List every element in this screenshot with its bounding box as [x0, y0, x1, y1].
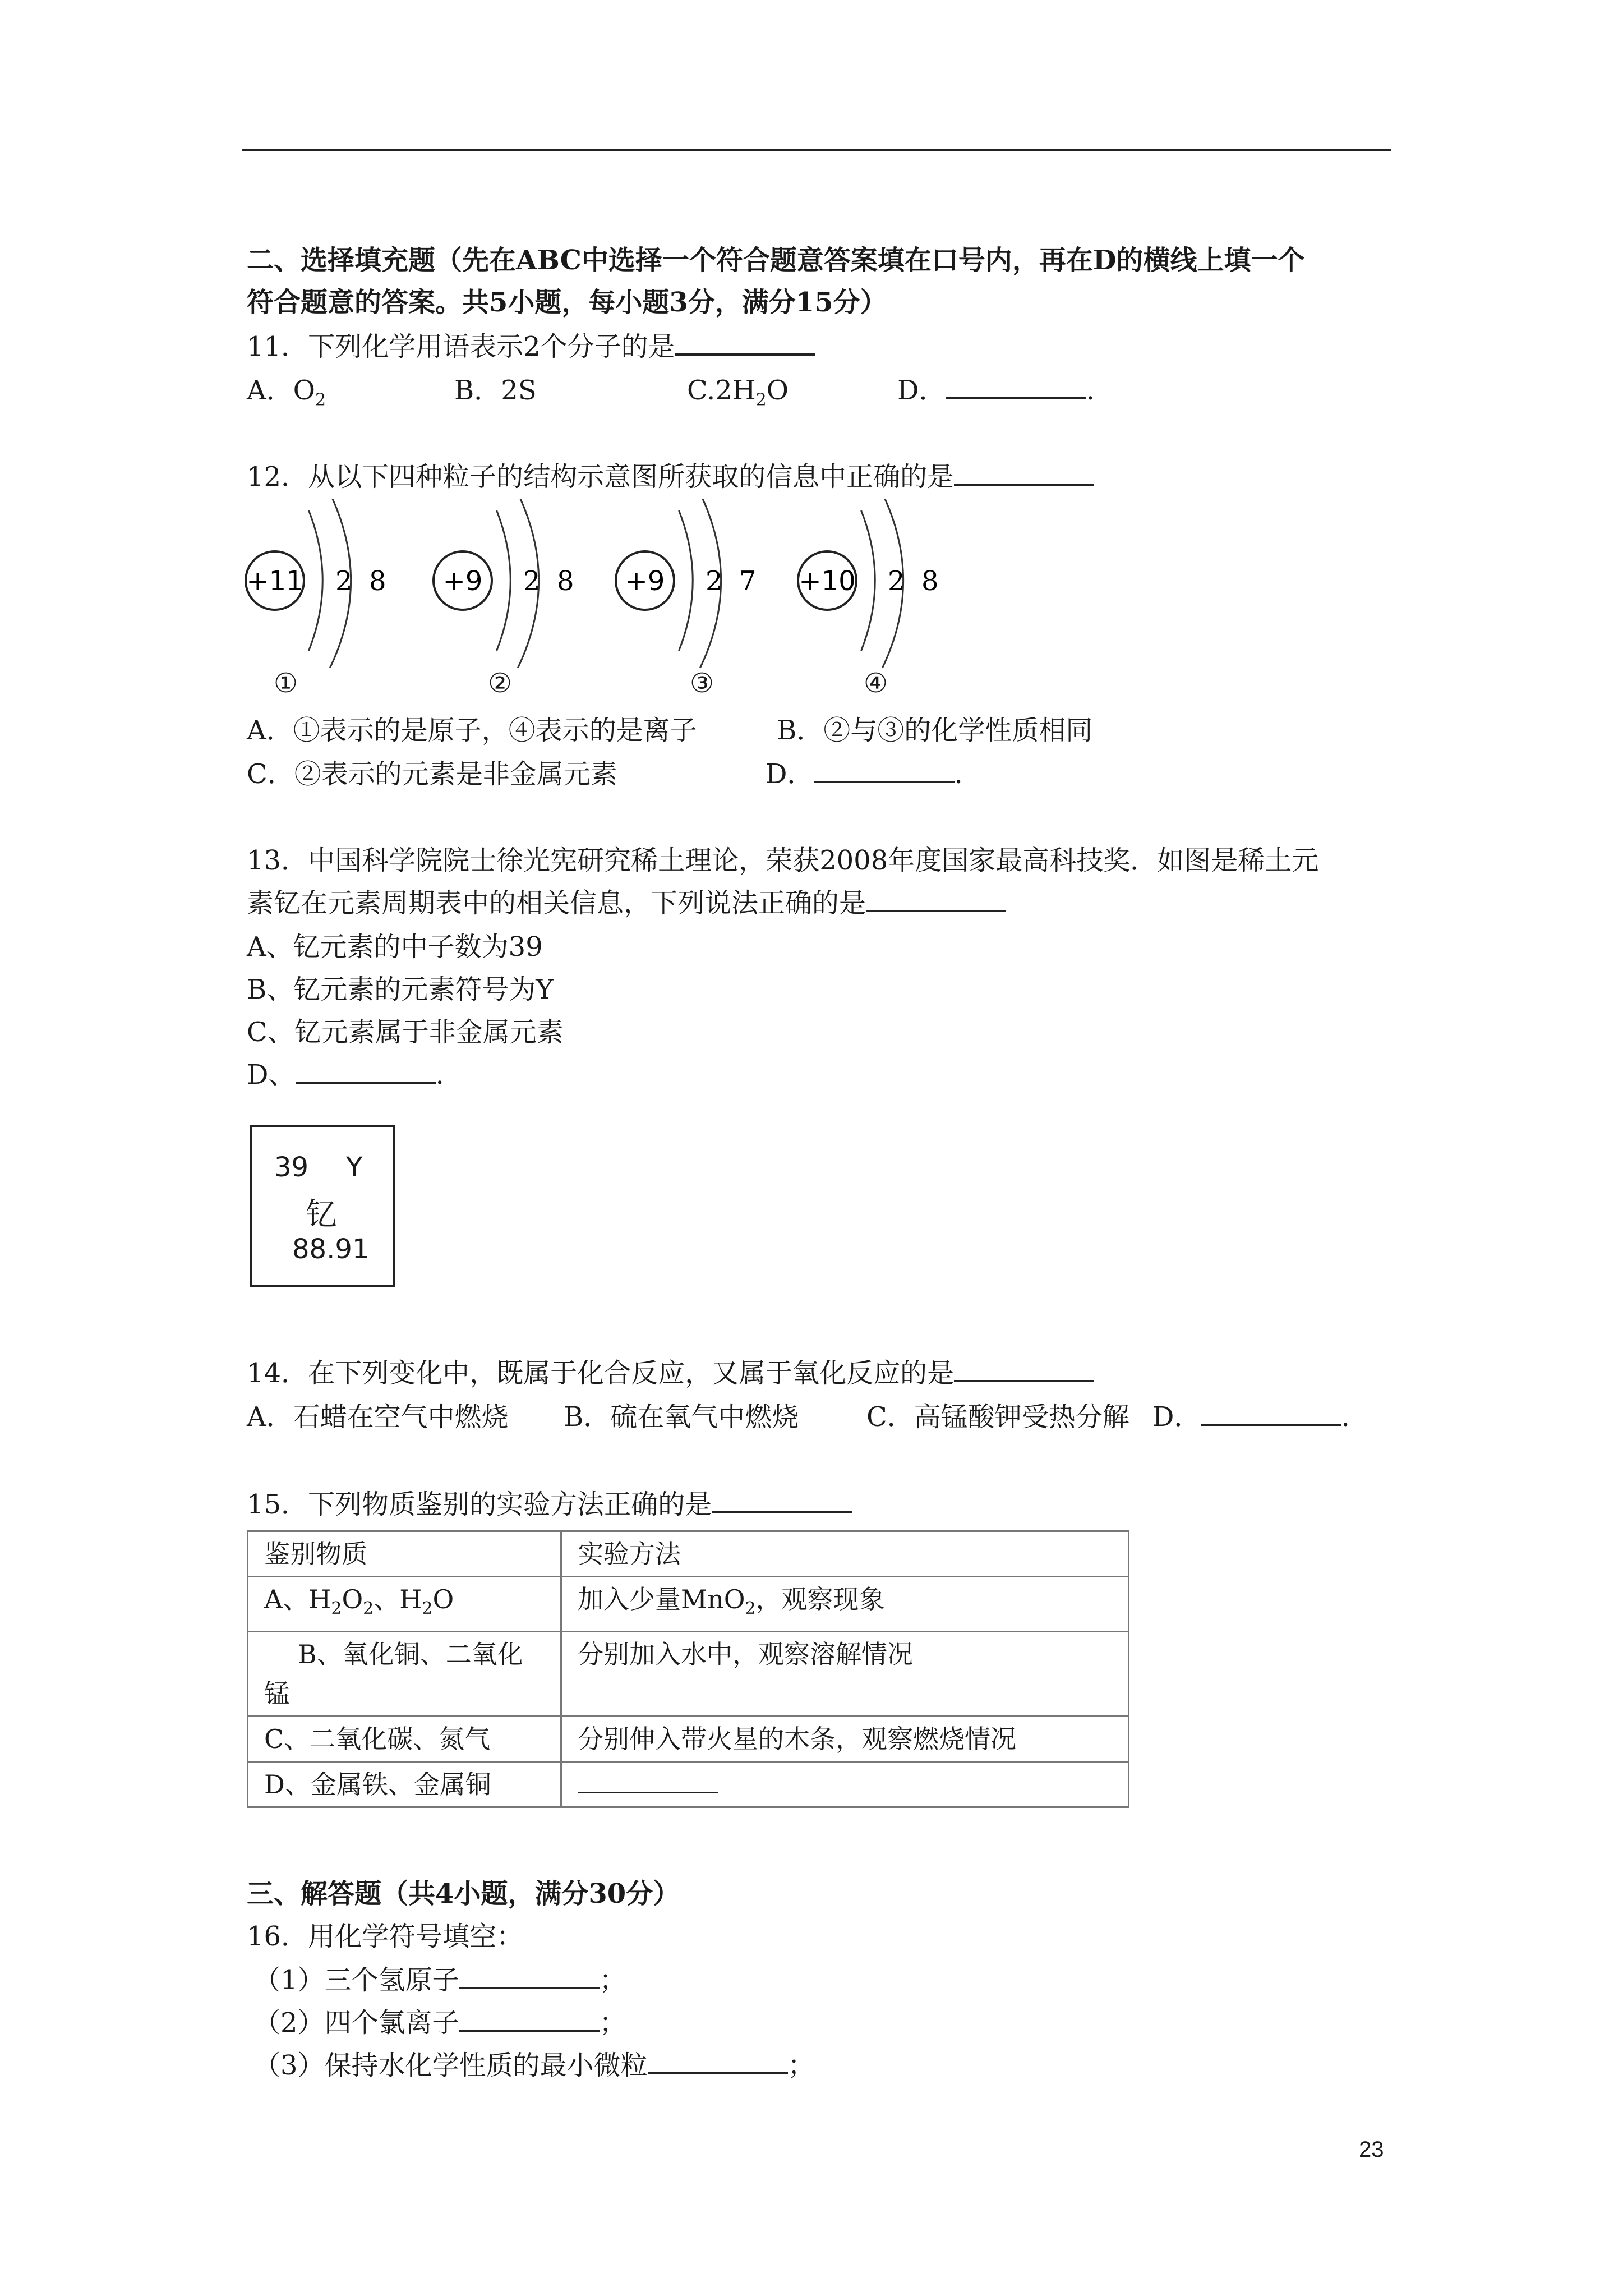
table-cell: A、$H_2O_2$、$H_2O$ [248, 1577, 561, 1632]
atom-label-3: ③ [690, 668, 714, 699]
q11-option-a: A．$O_2$ [247, 375, 326, 410]
q13-option-c: C、钇元素属于非金属元素 [247, 1016, 564, 1048]
q11-stem [247, 326, 815, 367]
table-header-cell: 鉴别物质 [248, 1531, 561, 1577]
q15-stem: 15．下列物质鉴别的实验方法正确的是 [247, 1484, 852, 1525]
q13-option-a: A、钇元素的中子数为39 [247, 931, 543, 963]
q12-option-a: A．①表示的是原子，④表示的是离子 [247, 715, 697, 746]
answer-blank[interactable] [954, 459, 1094, 486]
answer-blank[interactable] [648, 2047, 788, 2074]
q13-option-d: D、 . [247, 1055, 444, 1095]
element-name: 钇 [306, 1197, 337, 1233]
atom-label-4: ④ [864, 668, 888, 699]
shell2-electrons: 8 [557, 565, 574, 597]
shell1-electrons: 2 [523, 565, 541, 597]
q14-option-c: C．高锰酸钾受热分解 [866, 1401, 1129, 1433]
shell2-electrons: 8 [369, 565, 386, 597]
answer-blank[interactable] [954, 1355, 1094, 1382]
q12-stem: 12．从以下四种粒子的结构示意图所获取的信息中正确的是 [247, 457, 1094, 497]
q11-stem-text: 11．下列化学用语表示2个分子的是 [247, 331, 675, 362]
table-row [248, 1577, 1129, 1632]
section2-heading-line2: 符合题意的答案。共5小题，每小题3分，满分15分） [247, 287, 887, 318]
q12-option-c: C．②表示的元素是非金属元素 [247, 758, 617, 790]
table-row [248, 1632, 1129, 1717]
table-header-cell: 实验方法 [561, 1531, 1129, 1577]
table-cell: C、二氧化碳、氮气 [248, 1717, 561, 1762]
table-row [248, 1531, 1129, 1577]
answer-blank[interactable] [712, 1487, 852, 1513]
atom-label-1: ① [274, 668, 298, 699]
q11-option-b: B．2S [454, 375, 537, 406]
electron-shell-arc [861, 510, 875, 651]
q12-option-b: B．②与③的化学性质相同 [777, 715, 1093, 746]
electron-shell-arc [497, 510, 511, 651]
q11-option-d: D． . [897, 370, 1095, 411]
element-symbol: Y [346, 1152, 363, 1183]
section2-heading-line1: 二、选择填充题（先在ABC中选择一个符合题意答案填在口号内，再在D的横线上填一个 [247, 245, 1305, 276]
element-atomic-number: 39 [274, 1152, 309, 1183]
shell1-electrons: 2 [335, 565, 353, 597]
element-atomic-mass: 88.91 [292, 1234, 370, 1265]
section3-heading: 三、解答题（共4小题，满分30分） [247, 1878, 680, 1910]
page-number: 23 [1359, 2137, 1384, 2162]
q16-item-1: （1）三个氢原子 ； [253, 1960, 626, 2000]
table-cell: 加入少量MnO$_2$，观察现象 [561, 1577, 1129, 1632]
electron-shell-arc [679, 510, 693, 651]
shell1-electrons: 2 [706, 565, 723, 597]
q12-option-d: D． . [766, 754, 963, 794]
element-card-yttrium [250, 1125, 395, 1287]
answer-blank[interactable] [459, 1962, 600, 1989]
atom-label-2: ② [488, 668, 513, 699]
table-row [248, 1762, 1129, 1807]
table-cell: D、金属铁、金属铜 [248, 1762, 561, 1807]
q16-stem: 16．用化学符号填空： [247, 1921, 524, 1952]
atom-diagram-3 [616, 499, 757, 668]
nucleus-charge: +9 [625, 565, 665, 597]
atom-structure-diagrams [241, 499, 981, 668]
table-cell: 分别加入水中，观察溶解情况 [561, 1632, 1129, 1717]
answer-blank[interactable] [296, 1057, 436, 1084]
header-rule [242, 149, 1391, 151]
shell1-electrons: 2 [888, 565, 905, 597]
nucleus-charge: +10 [799, 565, 856, 597]
q14-option-b: B．硫在氧气中燃烧 [564, 1401, 799, 1433]
q14-option-a: A．石蜡在空气中燃烧 [247, 1401, 509, 1433]
answer-blank[interactable] [814, 756, 955, 783]
answer-blank[interactable] [946, 372, 1086, 399]
atom-diagram-4 [798, 499, 939, 668]
answer-blank[interactable] [675, 329, 815, 356]
atom-diagram-1 [246, 499, 386, 668]
shell2-electrons: 7 [739, 565, 757, 597]
q11-option-c: $C.2H_2O$ [687, 375, 789, 410]
answer-blank[interactable] [866, 885, 1006, 912]
q14-option-d: D． . [1152, 1397, 1350, 1437]
table-cell [561, 1762, 1129, 1807]
q13-option-b: B、钇元素的元素符号为Y [247, 974, 554, 1005]
table-cell: 分别伸入带火星的木条，观察燃烧情况 [561, 1717, 1129, 1762]
shell2-electrons: 8 [921, 565, 939, 597]
q14-stem: 14．在下列变化中，既属于化合反应，又属于氧化反应的是 [247, 1353, 1094, 1393]
q16-item-2: （2）四个氯离子 ； [253, 2003, 626, 2043]
q13-stem-line1: 13．中国科学院院士徐光宪研究稀土理论，荣获2008年度国家最高科技奖．如图是稀土元 [247, 845, 1319, 876]
table-cell: B、氧化铜、二氧化 锰 [248, 1632, 561, 1717]
answer-blank[interactable] [459, 2005, 600, 2032]
answer-blank[interactable] [1201, 1399, 1341, 1426]
answer-blank[interactable] [578, 1767, 718, 1793]
q13-stem-line2: 素钇在元素周期表中的相关信息，下列说法正确的是 [247, 883, 1006, 923]
nucleus-charge: +11 [246, 565, 303, 597]
q16-item-3: （3）保持水化学性质的最小微粒 ； [253, 2045, 815, 2086]
atom-diagram-2 [434, 499, 574, 668]
electron-shell-arc [309, 510, 323, 651]
q15-table [247, 1530, 1129, 1808]
nucleus-charge: +9 [442, 565, 483, 597]
table-row [248, 1717, 1129, 1762]
